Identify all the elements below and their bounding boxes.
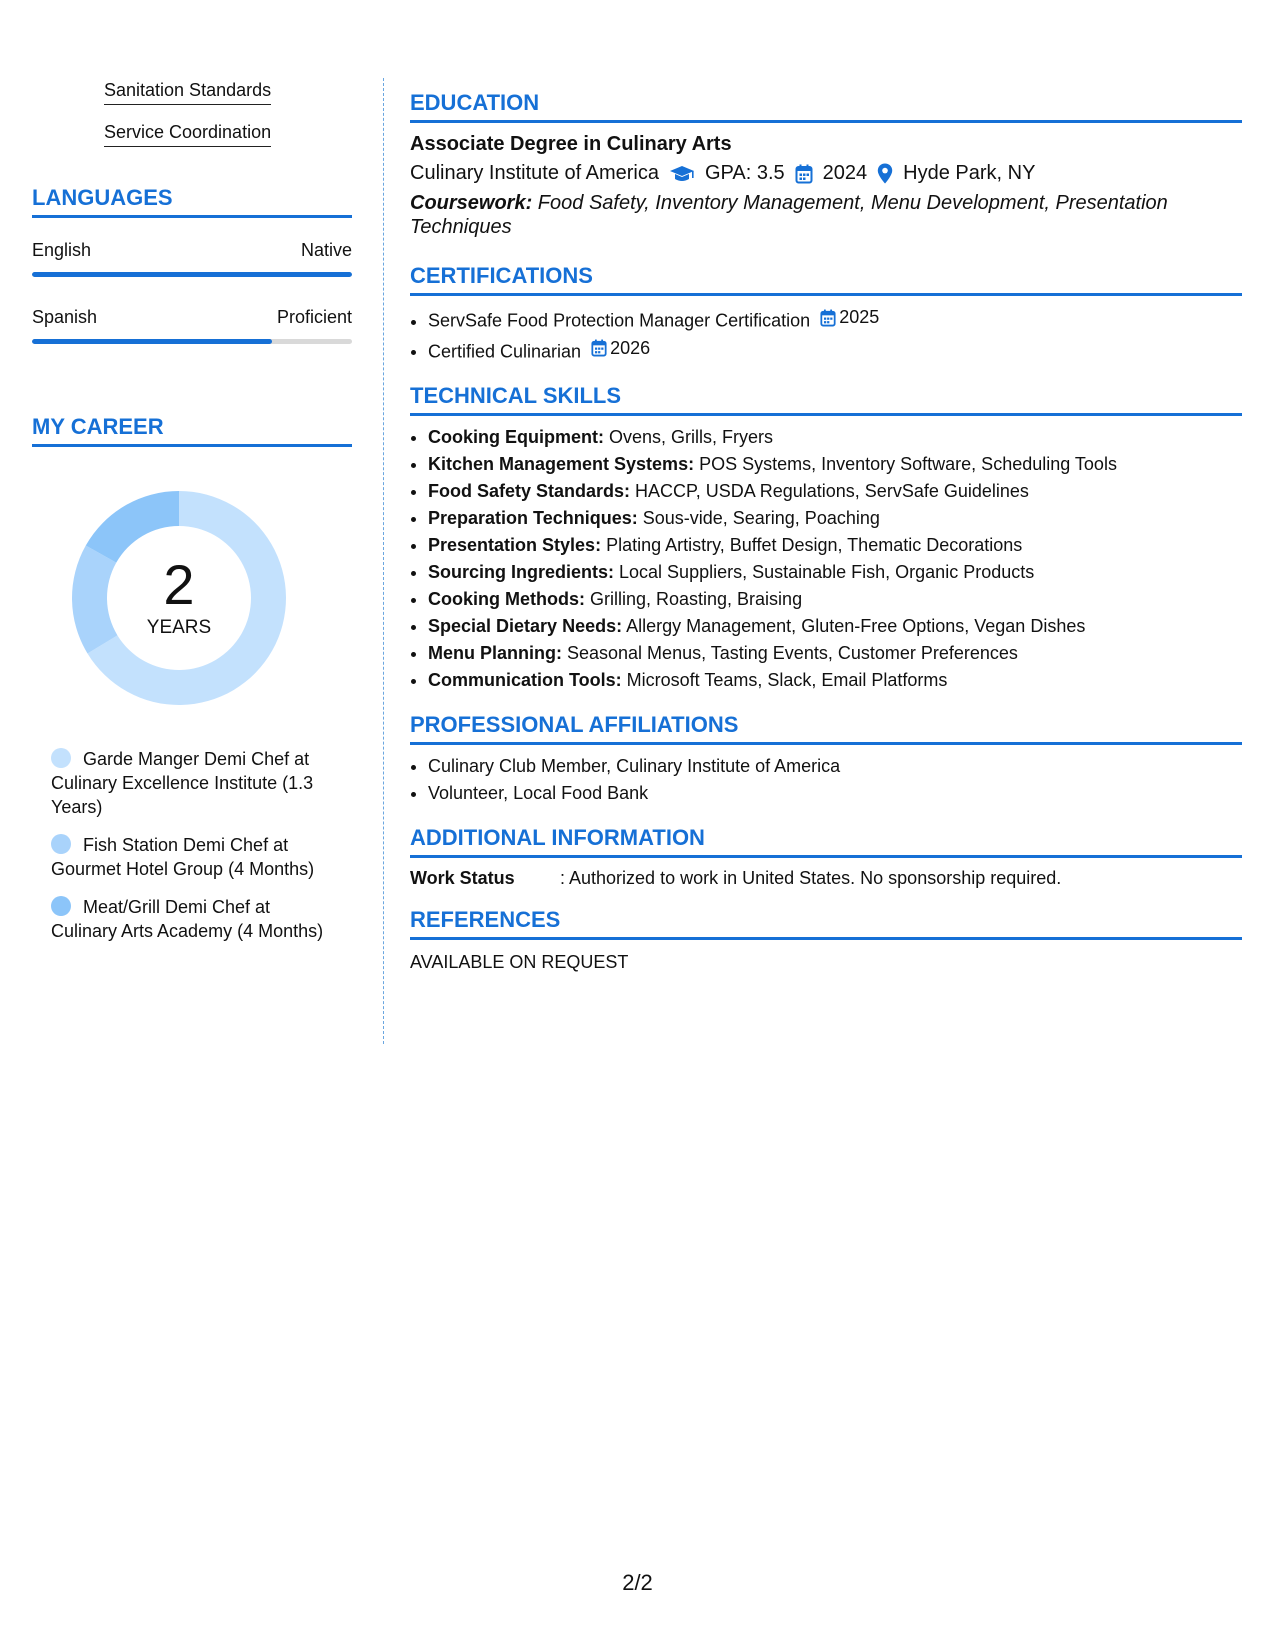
career-legend-dot [51, 896, 71, 916]
right-column [410, 90, 1242, 973]
skill-label: Presentation Styles: [428, 535, 602, 555]
career-legend-dot [51, 834, 71, 854]
school-location: Hyde Park, NY [903, 162, 1036, 184]
left-column [32, 80, 352, 957]
language-name: English [32, 240, 92, 260]
additional-info-heading: ADDITIONAL INFORMATION [410, 825, 1242, 858]
skill-label: Cooking Methods: [428, 589, 585, 609]
career-donut-chart [64, 483, 294, 713]
career-legend-dot [51, 748, 71, 768]
degree-title: Associate Degree in Culinary Arts [410, 133, 732, 155]
school-name: Culinary Institute of America [410, 162, 659, 184]
skill-value: Sous-vide, Searing, Poaching [637, 508, 880, 528]
affiliation-item: • Volunteer, Local Food Bank [428, 780, 1242, 807]
work-status-value: : Authorized to work in United States. No sponsorship required. [560, 868, 1062, 888]
skill-value: Local Suppliers, Sustainable Fish, Organic Products [614, 562, 1035, 582]
skill-label: Sourcing Ingredients: [428, 562, 615, 582]
work-status-label: Work Status [410, 868, 515, 888]
language-name: Spanish [32, 307, 98, 327]
skill-item [428, 424, 1242, 451]
skill-item [428, 478, 1242, 505]
career-item [32, 833, 341, 881]
career-item [32, 747, 341, 819]
skill-label: Special Dietary Needs: [428, 616, 623, 636]
skill-value: Ovens, Grills, Fryers [603, 427, 773, 447]
skill-value: POS Systems, Inventory Software, Scheduling Tools [694, 454, 1117, 474]
skill-item [428, 532, 1242, 559]
skill-item [428, 667, 1242, 694]
certifications-list [410, 304, 1242, 365]
skill-value: Seasonal Menus, Tasting Events, Customer Preferences [562, 643, 1018, 663]
affiliations-list [410, 753, 1242, 807]
coursework [410, 191, 1242, 239]
affiliation-item: • Culinary Club Member, Culinary Institute of America [428, 753, 1242, 780]
graduation-cap-icon [669, 164, 695, 184]
skill-label: Preparation Techniques: [428, 508, 638, 528]
skill-label: Food Safety Standards: [428, 481, 631, 501]
skill-label: Communication Tools: [428, 670, 622, 690]
certification-item [428, 335, 1242, 366]
coursework-label: Coursework: [410, 192, 533, 214]
languages-heading: LANGUAGES [32, 185, 352, 218]
skill-item [428, 559, 1242, 586]
references-text: AVAILABLE ON REQUEST [410, 952, 629, 972]
calendar-icon [591, 339, 607, 357]
career-item-text: Meat/Grill Demi Chef at Culinary Arts Academy (4 Months) [51, 897, 324, 941]
skill-value: Grilling, Roasting, Braising [584, 589, 803, 609]
skill-item [428, 586, 1242, 613]
language-level: Proficient [276, 307, 352, 327]
technical-skills-list [410, 424, 1242, 694]
language-item [32, 240, 352, 277]
certifications-heading: CERTIFICATIONS [410, 263, 1242, 296]
skill-item [428, 613, 1242, 640]
career-heading: MY CAREER [32, 414, 352, 447]
calendar-icon [795, 164, 813, 184]
certification-name: ServSafe Food Protection Manager Certification [428, 310, 811, 331]
skill-label: Menu Planning: [428, 643, 562, 663]
certification-year: 2025 [839, 307, 880, 327]
certification-name: Certified Culinarian [428, 341, 582, 361]
work-status-row [410, 868, 1242, 889]
language-bar-fill [32, 272, 352, 277]
language-bar-fill [32, 339, 272, 344]
column-divider [383, 78, 384, 1044]
references-heading: REFERENCES [410, 907, 1242, 940]
language-bar [32, 272, 352, 277]
language-level: Native [300, 240, 352, 260]
career-total-unit: YEARS [146, 617, 212, 638]
graduation-year: 2024 [822, 162, 868, 184]
education-details [410, 162, 1242, 185]
career-item-text: Fish Station Demi Chef at Gourmet Hotel Group (4 Months) [51, 835, 315, 879]
language-item [32, 307, 352, 344]
gpa: GPA: 3.5 [705, 162, 785, 184]
skill-value: HACCP, USDA Regulations, ServSafe Guidelines [630, 481, 1029, 501]
education-heading: EDUCATION [410, 90, 1242, 123]
page-number: 2/2 [622, 1570, 653, 1595]
skill-value: Allergy Management, Gluten-Free Options, Vegan Dishes [622, 616, 1086, 636]
certification-year: 2026 [610, 337, 651, 358]
skill-label: Kitchen Management Systems: [428, 454, 695, 474]
career-total-years: 2 [163, 553, 195, 616]
affiliations-heading: PROFESSIONAL AFFILIATIONS [410, 712, 1242, 745]
location-pin-icon [877, 163, 893, 184]
skill-item [428, 451, 1242, 478]
coursework-list: Food Safety, Inventory Management, Menu Development, Presentation Techniques [410, 192, 1168, 238]
skill-tag: Service Coordination [104, 122, 271, 147]
skill-item [428, 640, 1242, 667]
language-bar [32, 339, 352, 344]
skill-tag: Sanitation Standards [104, 80, 271, 105]
career-item [32, 895, 341, 943]
skill-value: Microsoft Teams, Slack, Email Platforms [621, 670, 948, 690]
calendar-icon [820, 309, 836, 327]
skill-item [428, 505, 1242, 532]
skill-label: Cooking Equipment: [428, 427, 604, 447]
certification-item [428, 304, 1242, 335]
skill-value: Plating Artistry, Buffet Design, Thematic Decorations [601, 535, 1023, 555]
career-item-text: Garde Manger Demi Chef at Culinary Excellence Institute (1.3 Years) [51, 749, 314, 817]
technical-skills-heading: TECHNICAL SKILLS [410, 383, 1242, 416]
career-legend [32, 747, 352, 943]
